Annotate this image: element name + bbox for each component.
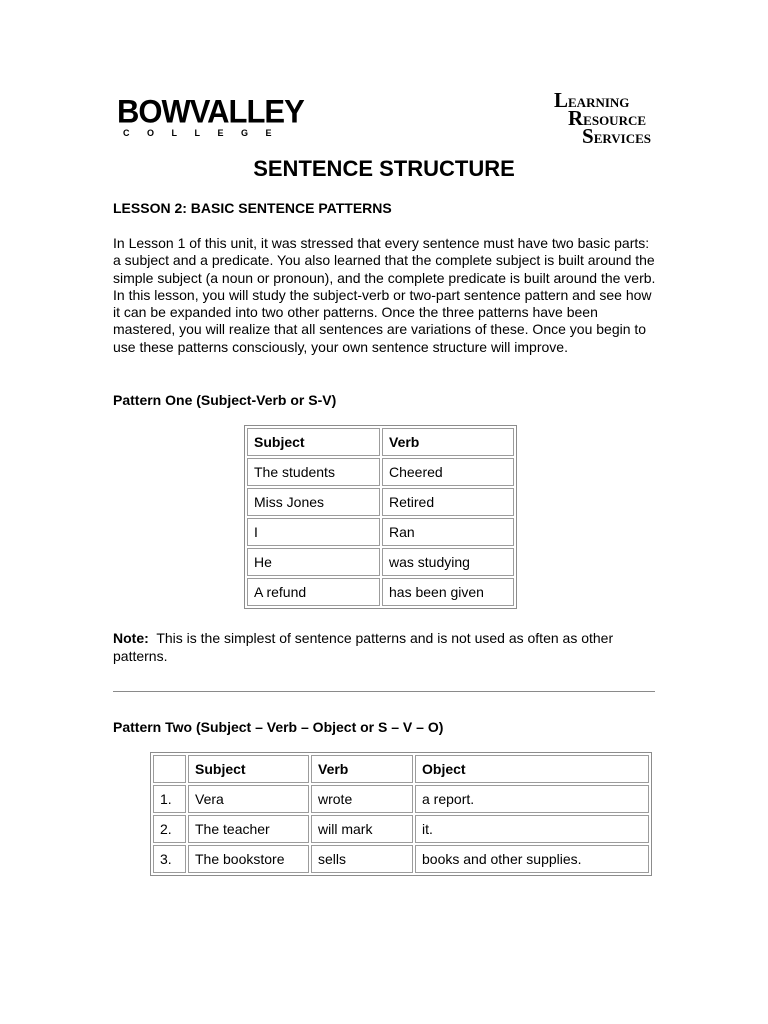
cell-verb: Ran: [382, 518, 514, 546]
table-row: [247, 578, 514, 606]
lrs-line-2: RESOURCE: [568, 106, 647, 130]
cell-object: books and other supplies.: [415, 845, 649, 873]
table-row: [247, 548, 514, 576]
lesson-heading: LESSON 2: BASIC SENTENCE PATTERNS: [113, 200, 392, 216]
cell-number: 3.: [153, 845, 186, 873]
lrs-line-1: LEARNING: [554, 88, 630, 112]
cell-subject: He: [247, 548, 380, 576]
cell-subject: A refund: [247, 578, 380, 606]
table-header-row: [247, 428, 514, 456]
pattern-two-table: [150, 752, 652, 876]
cell-subject: Vera: [188, 785, 309, 813]
cell-subject: I: [247, 518, 380, 546]
intro-paragraph: In Lesson 1 of this unit, it was stressed that every sentence must have two basic parts: a subject and a predicate. You also learned that the complete subject is built around the simple subject (a noun or pronoun), and the complete predicate is built around the verb. In this lesson, you will study the subject-verb or two-part sentence pattern and see how it can be expanded into two other patterns. Once the three patterns have been mastered, you will realize that all sentences are variations of these. Once you begin to use these patterns consciously, your own sentence structure will improve.: [113, 235, 656, 355]
table-row: [153, 845, 649, 873]
table-row: [247, 488, 514, 516]
divider: [113, 691, 655, 692]
header-verb: Verb: [382, 428, 514, 456]
cell-verb: sells: [311, 845, 413, 873]
cell-number: 1.: [153, 785, 186, 813]
cell-object: it.: [415, 815, 649, 843]
cell-verb: Cheered: [382, 458, 514, 486]
cell-subject: The teacher: [188, 815, 309, 843]
cell-subject: Miss Jones: [247, 488, 380, 516]
header-subject: Subject: [247, 428, 380, 456]
page-title: SENTENCE STRUCTURE: [253, 156, 515, 181]
pattern-one-table: [244, 425, 517, 609]
note-text: This is the simplest of sentence patterns and is not used as often as other patterns.: [113, 630, 614, 664]
header-verb: Verb: [311, 755, 413, 783]
note: [113, 630, 658, 665]
header-number: [153, 755, 186, 783]
lrs-line-3: SERVICES: [582, 124, 652, 148]
cell-verb: Retired: [382, 488, 514, 516]
logo-subtitle: COLLEGE: [123, 128, 290, 138]
table-row: [247, 518, 514, 546]
table-header-row: [153, 755, 649, 783]
table-row: [153, 815, 649, 843]
pattern-two-heading: Pattern Two (Subject – Verb – Object or S – V – O): [113, 719, 444, 735]
cell-object: a report.: [415, 785, 649, 813]
cell-verb: has been given: [382, 578, 514, 606]
cell-verb: wrote: [311, 785, 413, 813]
table-row: [153, 785, 649, 813]
cell-verb: will mark: [311, 815, 413, 843]
header-object: Object: [415, 755, 649, 783]
note-label: Note:: [113, 630, 149, 646]
pattern-one-heading: Pattern One (Subject-Verb or S-V): [113, 392, 337, 408]
table-row: [247, 458, 514, 486]
cell-subject: The bookstore: [188, 845, 309, 873]
cell-verb: was studying: [382, 548, 514, 576]
cell-subject: The students: [247, 458, 380, 486]
header-subject: Subject: [188, 755, 309, 783]
cell-number: 2.: [153, 815, 186, 843]
learning-resource-services-logo: [554, 88, 664, 152]
bow-valley-college-logo: [117, 92, 304, 138]
logo-wordmark: BOWVALLEY: [117, 92, 304, 130]
